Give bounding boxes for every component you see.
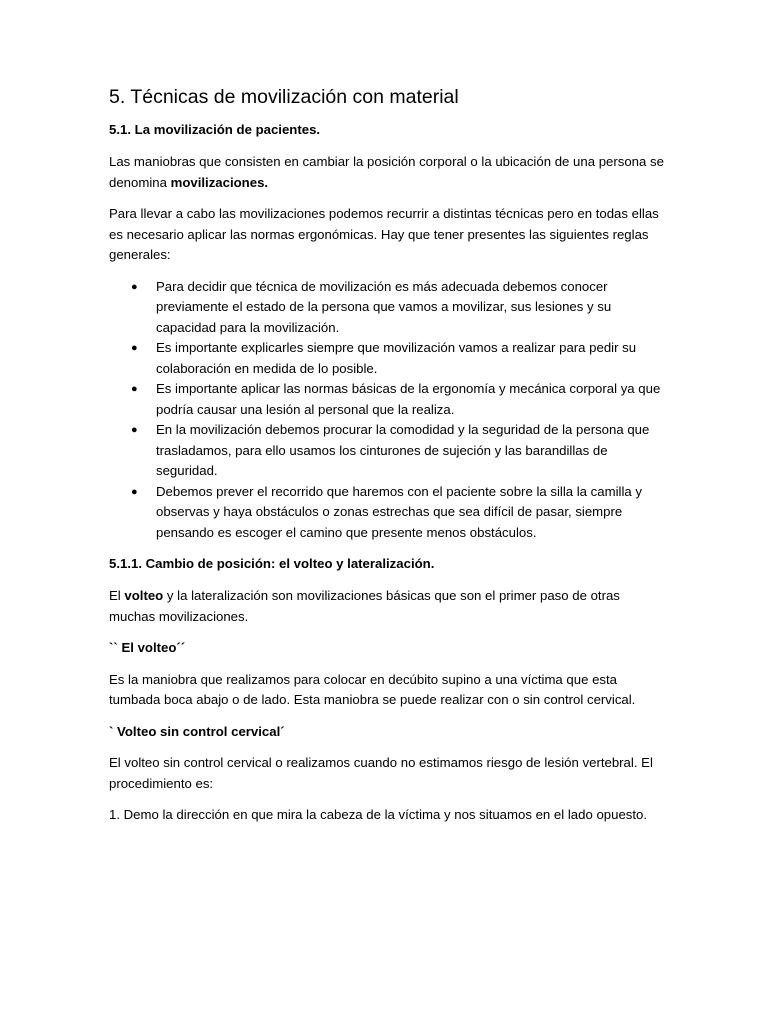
procedure-step-1: 1. Demo la dirección en que mira la cabeza de la víctima y nos situamos en el lado opuesto. xyxy=(109,807,648,822)
list-item-text: Para decidir que técnica de movilización es más adecuada debemos conocer previamente el estado de la persona que vamos a movilizar, sus lesiones y su capacidad para la movilización. xyxy=(156,278,612,335)
bullet-icon: ● xyxy=(131,485,138,498)
bullet-icon: ● xyxy=(131,342,138,354)
bullet-icon: ● xyxy=(131,383,138,395)
document-page xyxy=(109,84,669,837)
list-item xyxy=(109,338,669,379)
bullet-icon: ● xyxy=(131,280,138,293)
paragraph-volteo-description: Es la maniobra que realizamos para colocar en decúbito supino a una víctima que esta tumbada boca abajo o de lado. Esta maniobra se puede realizar con o sin control cervical. xyxy=(109,671,636,707)
paragraph-text: y la lateralización son movilizaciones básicas que son el primer paso de otras muchas movilizaciones. xyxy=(109,588,620,624)
paragraph-reglas-intro: Para llevar a cabo las movilizaciones podemos recurrir a distintas técnicas pero en todas ellas es necesario aplicar las normas ergonómicas. Hay que tener presentes las siguientes reglas generales: xyxy=(109,206,659,262)
list-item-text: En la movilización debemos procurar la comodidad y la seguridad de la persona que trasladamos, para ello usamos los cinturones de sujeción y las barandillas de seguridad. xyxy=(156,422,650,478)
list-item xyxy=(109,420,669,482)
section-heading-5-1-1: 5.1.1. Cambio de posición: el volteo y lateralización. xyxy=(109,556,435,571)
list-item-text: Es importante aplicar las normas básicas de la ergonomía y mecánica corporal ya que podría causar una lesión al personal que la realiza. xyxy=(156,381,661,417)
paragraph-movilizaciones-definition xyxy=(109,152,669,193)
subheading-volteo-sin-control: ` Volteo sin control cervical´ xyxy=(109,723,285,739)
paragraph-sin-control-description: El volteo sin control cervical o realizamos cuando no estimamos riesgo de lesión vertebral. El procedimiento es: xyxy=(109,755,653,791)
paragraph-text: El xyxy=(109,588,125,603)
bold-term-volteo: volteo xyxy=(124,588,164,603)
bold-term-movilizaciones: movilizaciones. xyxy=(170,174,269,190)
list-item xyxy=(109,277,669,339)
list-item xyxy=(109,482,669,544)
list-item-text: Es importante explicarles siempre que movilización vamos a realizar para pedir su colaboración en medida de lo posible. xyxy=(156,340,637,376)
paragraph-volteo-intro xyxy=(109,586,669,627)
subheading-el-volteo: `` El volteo´´ xyxy=(109,640,186,655)
list-item xyxy=(109,379,669,420)
rules-list xyxy=(109,277,669,544)
section-heading-5-1: 5.1. La movilización de pacientes. xyxy=(109,122,321,137)
list-item-text: Debemos prever el recorrido que haremos con el paciente sobre la silla la camilla y observas y haya obstáculos o zonas estrechas que sea difícil de pasar, siempre pensando es escoger el camino que presente menos obstáculos. xyxy=(156,483,642,540)
paragraph-text: Las maniobras que consisten en cambiar la posición corporal o la ubicación de una persona se denomina xyxy=(109,154,664,190)
document-title: 5. Técnicas de movilización con material xyxy=(109,86,459,108)
bullet-icon: ● xyxy=(131,424,138,436)
